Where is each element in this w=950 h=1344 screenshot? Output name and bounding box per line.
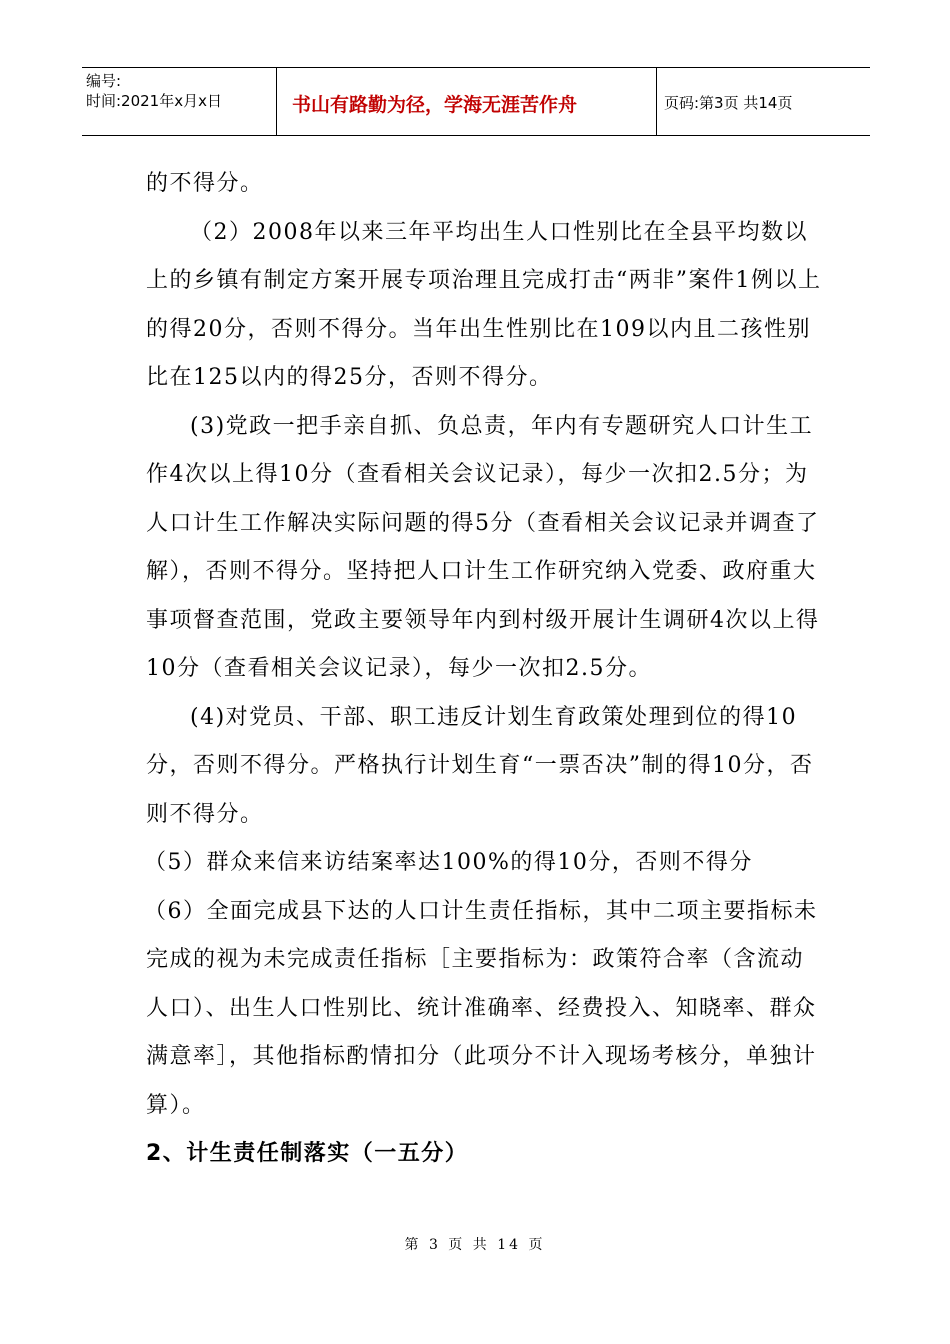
paragraph-item-3: (3)党政一把手亲自抓、负总责，年内有专题研究人口计生工作4次以上得10分（查看相关会议记录），每少一次扣2.5分；为人口计生工作解决实际问题的得5分（查看相关会议记录并调查了解），否则不得分。坚持把人口计生工作研究纳入党委、政府重大事项督查范围，党政主要领导年内到村级开展计生调研4次以上得10分（查看相关会议记录），每少一次扣2.5分。 [146,413,820,681]
document-body [146,160,826,1179]
header-divider-right [656,67,657,135]
page-footer: 第 3 页 共 14 页 [404,1237,546,1253]
section-heading: 2、计生责任制落实（一五分） [146,1141,469,1166]
header-number-label: 编号: [86,72,122,90]
header-divider-left [276,67,277,135]
paragraph-item-4: (4)对党员、干部、职工违反计划生育政策处理到位的得10分，否则不得分。严格执行计划生育“一票否决”制的得10分，否则不得分。 [146,704,814,827]
header-time-label: 时间:2021年x月x日 [86,92,222,110]
header-bottom-rule [82,135,870,136]
header-top-rule [82,67,870,68]
header-page-label: 页码:第3页 共14页 [664,94,793,112]
paragraph-item-2: （2）2008年以来三年平均出生人口性别比在全县平均数以上的乡镇有制定方案开展专项治理且完成打击“两非”案件1例以上的得20分，否则不得分。当年出生性别比在109以内且二孩性别比在125以内的得25分，否则不得分。 [146,219,822,390]
paragraph-item-5: （5）群众来信来访结案率达100%的得10分，否则不得分 [144,850,753,875]
header-motto: 书山有路勤为径，学海无涯苦作舟 [292,94,578,116]
paragraph-item-6: （6）全面完成县下达的人口计生责任指标，其中二项主要指标未完成的视为未完成责任指标［主要指标为：政策符合率（含流动人口）、出生人口性别比、统计准确率、经费投入、知晓率、群众满意率］，其他指标酌情扣分（此项分不计入现场考核分，单独计算）。 [144,898,818,1118]
paragraph-continuation: 的不得分。 [146,171,264,196]
